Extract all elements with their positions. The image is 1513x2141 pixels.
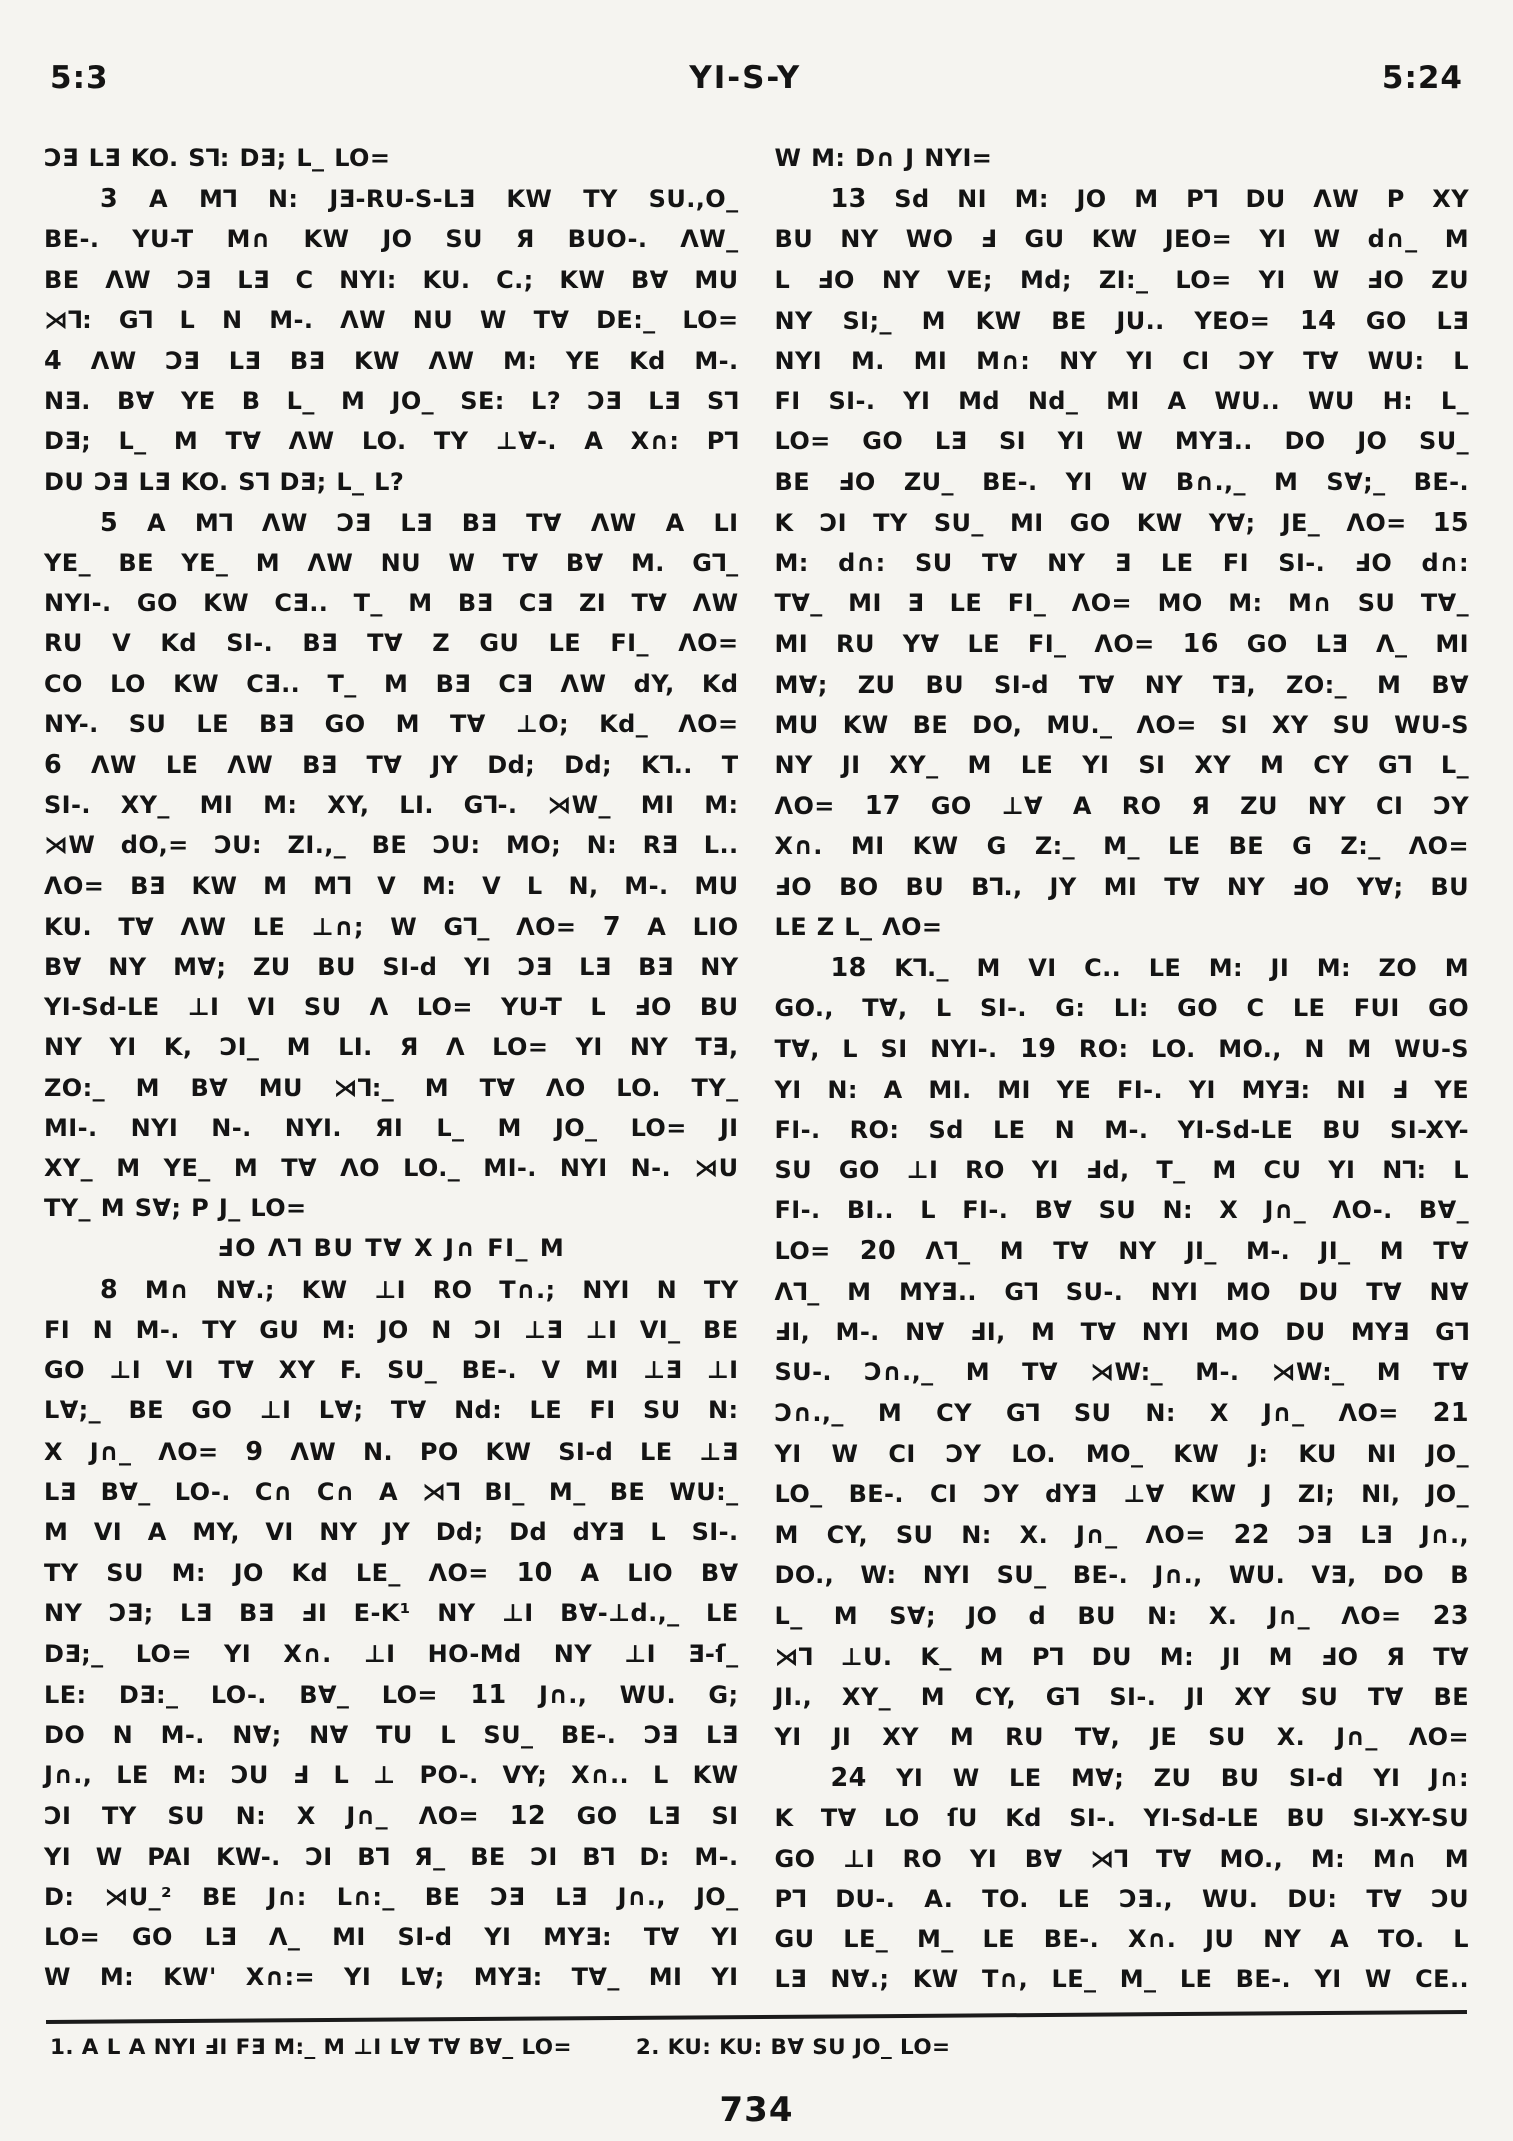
text-line: TY_ M S∀; P J_ LO= — [44, 1194, 307, 1223]
text-line: X J∩_ ΛO= 9 ΛW N. PO KW SI-d LE ⊥Ǝ — [44, 1435, 739, 1466]
text-line: GU LE_ M_ LE BE-. X∩. JU NY A TO. L — [774, 1924, 1469, 1953]
text-line: MI-. NYI N-. NYI. ЯI L_ M JO_ LO= JI — [44, 1113, 739, 1142]
text-line: DO N M-. N∀; N∀ TU L SU_ BE-. ƆƎ LƎ — [44, 1720, 739, 1749]
text-line: NY JI XY_ M LE YI SI XY M CY G⅂ L_ — [774, 751, 1469, 780]
text-line: NY YI K, ƆI_ M LI. Я Λ LO= YI NY TƎ, — [44, 1033, 739, 1062]
text-line: L∀;_ BE GO ⊥I L∀; T∀ Nd: LE FI SU N: — [44, 1396, 739, 1425]
text-line: GO ⊥I VI T∀ XY F. SU_ BE-. V MI ⊥Ǝ ⊥I — [44, 1356, 739, 1385]
text-line: FI-. BI.. L FI-. B∀ SU N: X J∩_ ΛO-. B∀_ — [774, 1196, 1469, 1225]
text-line: ⋊W dO,= ƆU: ZI.,_ BE ƆU: MO; N: RƎ L.. — [44, 831, 739, 860]
text-line: LƎ B∀_ LO-. C∩ C∩ A ⋊⅂ BI_ M_ BE WU:_ — [44, 1477, 739, 1506]
text-line: 6 ΛW LE ΛW BƎ T∀ JY Dd; Dd; K⅂.. T — [44, 749, 739, 780]
text-line: NY ƆƎ; LƎ BƎ ℲI E-K¹ NY ⊥I B∀-⊥d.,_ LE — [44, 1599, 739, 1628]
text-column-right — [775, 138, 1470, 1999]
text-line: ℲO BO BU B⅂., JY MI T∀ NY ℲO Y∀; BU — [774, 872, 1469, 901]
text-line: ⋊⅂ ⊥U. K_ M P⅂ DU M: JI M ℲO Я T∀ — [774, 1642, 1469, 1671]
text-line: T∀, L SI NYI-. 19 RO: LO. MO., N M WU-S — [774, 1033, 1469, 1064]
footnotes — [44, 2035, 1469, 2060]
text-line: NƎ. B∀ YE B L_ M JO_ SE: L? ƆƎ LƎ S⅂ — [44, 387, 739, 416]
text-line: MI RU Y∀ LE FI_ ΛO= 16 GO LƎ Λ_ MI — [774, 628, 1469, 659]
text-line: LO= GO LƎ Λ_ MI SI-d YI MYƎ: T∀ YI — [44, 1922, 739, 1951]
verse-ref-left: 5:3 — [50, 60, 109, 96]
text-line: GO ⊥I RO YI B∀ ⋊⅂ T∀ MO., M: M∩ M — [774, 1844, 1469, 1873]
text-line: SI-. XY_ MI M: XY, LI. G⅂-. ⋊W_ MI M: — [44, 791, 739, 820]
text-line: W M: D∩ J NYI= — [774, 144, 993, 172]
verse-ref-right: 5:24 — [1381, 60, 1463, 96]
text-line: Ɔ∩.,_ M CY G⅂ SU N: X J∩_ ΛO= 21 — [774, 1397, 1469, 1428]
footnote-1: 1. A L A NYI ℲI FƎ M:_ M ⊥I L∀ T∀ B∀_ LO= — [50, 2035, 572, 2061]
text-line: DƎ;_ LO= YI X∩. ⊥I HO-Md NY ⊥I Ǝ-ſ_ — [44, 1639, 739, 1668]
text-line: ΛO= BƎ KW M M⅂ V M: V L N, M-. MU — [44, 871, 739, 900]
text-line: 5 A M⅂ ΛW ƆƎ LƎ BƎ T∀ ΛW A LI — [100, 506, 739, 537]
text-line: 3 A M⅂ N: JƎ-RU-S-LƎ KW TY SU.,O_ — [100, 183, 739, 214]
running-header — [44, 52, 1469, 96]
text-line: J∩., LE M: ƆU Ⅎ L ⊥ PO-. VY; X∩.. L KW — [44, 1761, 739, 1790]
text-line: YI N: A MI. MI YE FI-. YI MYƎ: NI Ⅎ YE — [774, 1075, 1469, 1104]
text-line: W M: KW' X∩:= YI L∀; MYƎ: T∀_ MI YI — [44, 1963, 739, 1992]
text-line: Λ⅂_ M MYƎ.. G⅂ SU-. NYI MO DU T∀ N∀ — [774, 1277, 1469, 1306]
text-line: LE Z L_ ΛO= — [774, 912, 943, 941]
text-line: ZO:_ M B∀ MU ⋊⅂:_ M T∀ ΛO LO. TY_ — [44, 1073, 739, 1102]
text-line: P⅂ DU-. A. TO. LE ƆƎ., WU. DU: T∀ ƆU — [774, 1884, 1469, 1913]
text-line: YE_ BE YE_ M ΛW NU W T∀ B∀ M. G⅂_ — [44, 549, 739, 578]
text-line: 18 K⅂._ M VI C.. LE M: JI M: ZO M — [830, 952, 1469, 983]
text-line: M CY, SU N: X. J∩_ ΛO= 22 ƆƎ LƎ J∩., — [774, 1518, 1469, 1549]
text-line: X∩. MI KW G Z:_ M_ LE BE G Z:_ ΛO= — [774, 832, 1469, 861]
text-line: M∀; ZU BU SI-d T∀ NY TƎ, ZO:_ M B∀ — [774, 670, 1469, 699]
text-line: DƎ; L_ M T∀ ΛW LO. TY ⊥∀-. A X∩: P⅂ — [44, 427, 739, 456]
text-line: RU V Kd SI-. BƎ T∀ Z GU LE FI_ ΛO= — [44, 629, 739, 658]
text-line: FI SI-. YI Md Nd_ MI A WU.. WU H: L_ — [774, 387, 1469, 416]
text-line: K ƆI TY SU_ MI GO KW Y∀; JE_ ΛO= 15 — [774, 506, 1469, 537]
footnote-rule — [46, 2010, 1467, 2024]
text-line: FI N M-. TY GU M: JO N ƆI ⊥Ǝ ⊥I VI_ BE — [44, 1315, 739, 1344]
text-line: B∀ NY M∀; ZU BU SI-d YI ƆƎ LƎ BƎ NY — [44, 953, 739, 982]
text-line: LO= 20 Λ⅂_ M T∀ NY JI_ M-. JI_ M T∀ — [774, 1235, 1469, 1266]
text-line: 24 YI W LE M∀; ZU BU SI-d YI J∩: — [830, 1762, 1469, 1793]
text-line: BU NY WO Ⅎ GU KW JEO= YI W d∩_ M — [774, 225, 1469, 254]
text-line: FI-. RO: Sd LE N M-. YI-Sd-LE BU SI-XY- — [774, 1115, 1469, 1144]
text-line: TY SU M: JO Kd LE_ ΛO= 10 A LIO B∀ — [44, 1557, 739, 1588]
section-heading: ℲO Λ⅂ BU T∀ X J∩ FI_ M — [217, 1234, 566, 1263]
text-line: K T∀ LO ſU Kd SI-. YI-Sd-LE BU SI-XY-SU — [774, 1804, 1469, 1833]
text-line: NY SI;_ M KW BE JU.. YEO= 14 GO LƎ — [774, 304, 1469, 335]
text-line: YI W PAI KW-. ƆI B⅂ Я_ BE ƆI B⅂ D: M-. — [44, 1842, 739, 1871]
text-line: LO_ BE-. CI ƆY dYƎ ⊥∀ KW J ZI; NI, JO_ — [774, 1479, 1469, 1508]
text-line: XY_ M YE_ M T∀ ΛO LO._ MI-. NYI N-. ⋊U — [44, 1154, 739, 1183]
text-line: LO= GO LƎ SI YI W MYƎ.. DO JO SU_ — [774, 427, 1469, 456]
text-line: M: d∩: SU T∀ NY Ǝ LE FI SI-. ℲO d∩: — [774, 549, 1469, 578]
text-line: BE-. YU-T M∩ KW JO SU Я BUO-. ΛW_ — [44, 225, 739, 254]
text-line: M VI A MY, VI NY JY Dd; Dd dYƎ L SI-. — [44, 1517, 739, 1546]
text-line: ⋊⅂: G⅂ L N M-. ΛW NU W T∀ DE:_ LO= — [44, 305, 739, 334]
text-line: ΛO= 17 GO ⊥∀ A RO Я ZU NY CI ƆY — [774, 790, 1469, 821]
text-line: 8 M∩ N∀.; KW ⊥I RO T∩.; NYI N TY — [100, 1273, 739, 1304]
text-line: L ℲO NY VE; Md; ZI:_ LO= YI W ℲO ZU — [774, 265, 1469, 294]
text-line: BE ΛW ƆƎ LƎ C NYI: KU. C.; KW B∀ MU — [44, 265, 739, 294]
text-body — [44, 138, 1469, 1999]
text-line: NYI M. MI M∩: NY YI CI ƆY T∀ WU: L — [774, 347, 1469, 376]
text-line: BE ℲO ZU_ BE-. YI W B∩.,_ M S∀;_ BE-. — [774, 467, 1469, 496]
footnote-2: 2. KU: KU: B∀ SU JO_ LO= — [635, 2035, 951, 2061]
text-line: ƆI TY SU N: X J∩_ ΛO= 12 GO LƎ SI — [44, 1800, 739, 1831]
text-line: KU. T∀ ΛW LE ⊥∩; W G⅂_ ΛO= 7 A LIO — [44, 910, 739, 941]
text-line: NYI-. GO KW CƎ.. T_ M BƎ CƎ ZI T∀ ΛW — [44, 589, 739, 618]
text-column-left — [44, 138, 739, 1999]
text-line: D: ⋊U_² BE J∩: L∩:_ BE ƆƎ LƎ J∩., JO_ — [44, 1882, 739, 1911]
text-line: JI., XY_ M CY, G⅂ SI-. JI XY SU T∀ BE — [774, 1682, 1469, 1711]
text-line: NY-. SU LE BƎ GO M T∀ ⊥O; Kd_ ΛO= — [44, 709, 739, 738]
text-line: DU ƆƎ LƎ KO. S⅂ DƎ; L_ L? — [44, 467, 405, 496]
text-line: DO., W: NYI SU_ BE-. J∩., WU. VƎ, DO B — [774, 1561, 1469, 1590]
text-line: LƎ N∀.; KW T∩, LE_ M_ LE BE-. YI W CE.. — [774, 1965, 1469, 1994]
text-line: CO LO KW CƎ.. T_ M BƎ CƎ ΛW dY, Kd — [44, 669, 739, 698]
text-line: SU GO ⊥I RO YI Ⅎd, T_ M CU YI N⅂: L — [774, 1156, 1469, 1185]
text-line: ℲI, M-. N∀ ℲI, M T∀ NYI MO DU MYƎ G⅂ — [774, 1317, 1469, 1346]
text-line: YI JI XY M RU T∀, JE SU X. J∩_ ΛO= — [774, 1722, 1469, 1751]
text-line: YI-Sd-LE ⊥I VI SU Λ LO= YU-T L ℲO BU — [44, 993, 739, 1022]
book-title: YI-S-Y — [689, 60, 802, 96]
text-line: MU KW BE DO, MU._ ΛO= SI XY SU WU-S — [774, 710, 1469, 739]
text-line: 4 ΛW ƆƎ LƎ BƎ KW ΛW M: YE Kd M-. — [44, 345, 739, 376]
text-line: GO., T∀, L SI-. G: LI: GO C LE FUI GO — [774, 994, 1469, 1023]
text-line: LE: DƎ:_ LO-. B∀_ LO= 11 J∩., WU. G; — [44, 1678, 739, 1709]
text-line: SU-. Ɔ∩.,_ M T∀ ⋊W:_ M-. ⋊W:_ M T∀ — [774, 1358, 1469, 1387]
text-line: 13 Sd NI M: JO M P⅂ DU ΛW P XY — [830, 183, 1469, 214]
text-line: YI W CI ƆY LO. MO_ KW J: KU NI JO_ — [774, 1439, 1469, 1468]
text-line: L_ M S∀; JO d BU N: X. J∩_ ΛO= 23 — [774, 1600, 1469, 1631]
text-line: T∀_ MI Ǝ LE FI_ ΛO= MO M: M∩ SU T∀_ — [774, 589, 1469, 618]
text-line: ƆƎ LƎ KO. S⅂: DƎ; L_ LO= — [44, 144, 391, 172]
page-number: 734 — [719, 2090, 794, 2131]
